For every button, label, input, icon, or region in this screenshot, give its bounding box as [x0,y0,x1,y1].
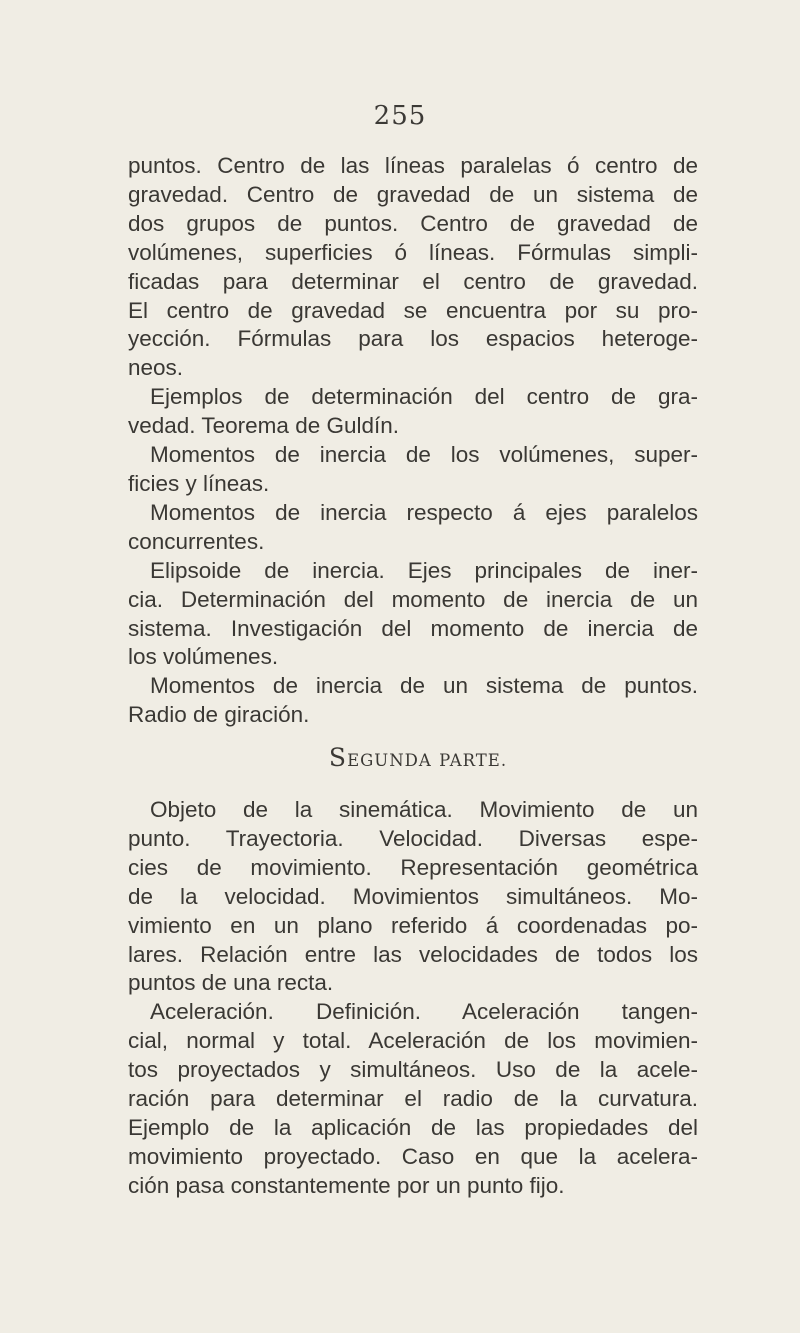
text-line: yección. Fórmulas para los espacios heteroge- [128,326,698,352]
text-line: puntos de una recta. [128,970,334,996]
text-line: Ejemplo de la aplicación de las propiedades del [128,1115,698,1140]
page-body [128,152,698,1201]
text-line: cial, normal y total. Aceleración de los movimien- [128,1028,698,1054]
text-line: Aceleración. Definición. Aceleración tangen- [150,999,698,1025]
text-line: Elipsoide de inercia. Ejes principales de iner- [150,557,698,583]
text-line: vedad. Teorema de Guldín. [128,413,400,439]
heading-word: EGUNDA [347,751,432,771]
text-line: gravedad. Centro de gravedad de un sistema de [128,181,698,207]
text-line: puntos. Centro de las líneas paralelas ó centro de [128,153,698,178]
text-line: ción pasa constantemente por un punto fijo. [128,1172,565,1198]
paragraph [128,672,698,730]
text-line: los volúmenes. [128,644,279,670]
text-line: dos grupos de puntos. Centro de gravedad de [128,210,698,236]
text-line: volúmenes, superficies ó líneas. Fórmulas simpli- [128,239,698,265]
text-line: movimiento proyectado. Caso en que la acelera- [128,1143,698,1169]
paragraph [128,441,698,499]
text-line: Momentos de inercia de un sistema de puntos. [150,673,698,699]
text-line: lares. Relación entre las velocidades de todos los [128,941,698,967]
text-line: Momentos de inercia de los volúmenes, super- [150,442,698,468]
heading-initial: S [328,743,348,773]
text-line: Objeto de la sinemática. Movimiento de un [150,797,698,823]
text-line: neos. [128,355,184,381]
text-line: El centro de gravedad se encuentra por su pro- [128,297,698,323]
text-line: Ejemplos de determinación del centro de gra- [150,384,698,410]
text-line: punto. Trayectoria. Velocidad. Diversas espe- [128,825,698,851]
text-line: de la velocidad. Movimientos simultáneos. Mo- [128,883,698,909]
text-line: Momentos de inercia respecto á ejes paralelos [150,499,698,525]
heading-word: PARTE. [439,751,508,771]
text-line: ficadas para determinar el centro de gravedad. [128,268,698,294]
paragraph [128,152,698,383]
text-line: ración para determinar el radio de la curvatura. [128,1086,698,1112]
paragraph [128,499,698,557]
text-line: cia. Determinación del momento de inercia de un [128,586,698,612]
text-line: cies de movimiento. Representación geométrica [128,854,698,880]
paragraph [128,998,698,1200]
text-line: ficies y líneas. [128,470,270,496]
text-line: concurrentes. [128,528,265,554]
text-line: sistema. Investigación del momento de inercia de [128,615,698,641]
paragraph [128,383,698,441]
text-line: Radio de giración. [128,702,310,728]
text-line: vimiento en un plano referido á coordenadas po- [128,912,698,938]
paragraph [128,796,698,998]
page-number: 255 [373,101,427,131]
text-line: tos proyectados y simultáneos. Uso de la acele- [128,1057,698,1083]
paragraph [128,557,698,673]
section-heading [128,744,698,776]
